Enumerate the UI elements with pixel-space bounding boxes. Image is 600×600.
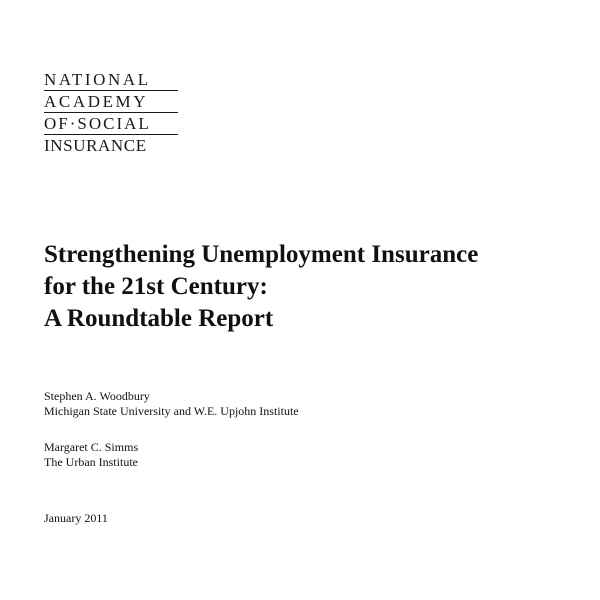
- logo-line-national: NATIONAL: [44, 70, 151, 89]
- title-line: A Roundtable Report: [44, 305, 274, 332]
- author-name: Margaret C. Simms: [44, 440, 139, 454]
- logo-rule: [44, 134, 178, 135]
- report-title: [44, 239, 478, 335]
- nasi-logo: [44, 70, 178, 156]
- author-affiliation: Michigan State University and W.E. Upjohn Institute: [44, 404, 299, 418]
- logo-rule: [44, 112, 178, 113]
- author-block: [44, 389, 299, 419]
- logo-rule: [44, 90, 178, 91]
- author-name: Stephen A. Woodbury: [44, 389, 150, 403]
- author-block: [44, 440, 138, 470]
- publication-date: January 2011: [44, 511, 108, 525]
- title-line: for the 21st Century:: [44, 273, 268, 300]
- author-affiliation: The Urban Institute: [44, 455, 138, 469]
- logo-line-insurance: INSURANCE: [44, 136, 147, 155]
- title-line: Strengthening Unemployment Insurance: [44, 241, 479, 268]
- logo-line-of-social: OF·SOCIAL: [44, 114, 151, 133]
- logo-line-academy: ACADEMY: [44, 92, 149, 111]
